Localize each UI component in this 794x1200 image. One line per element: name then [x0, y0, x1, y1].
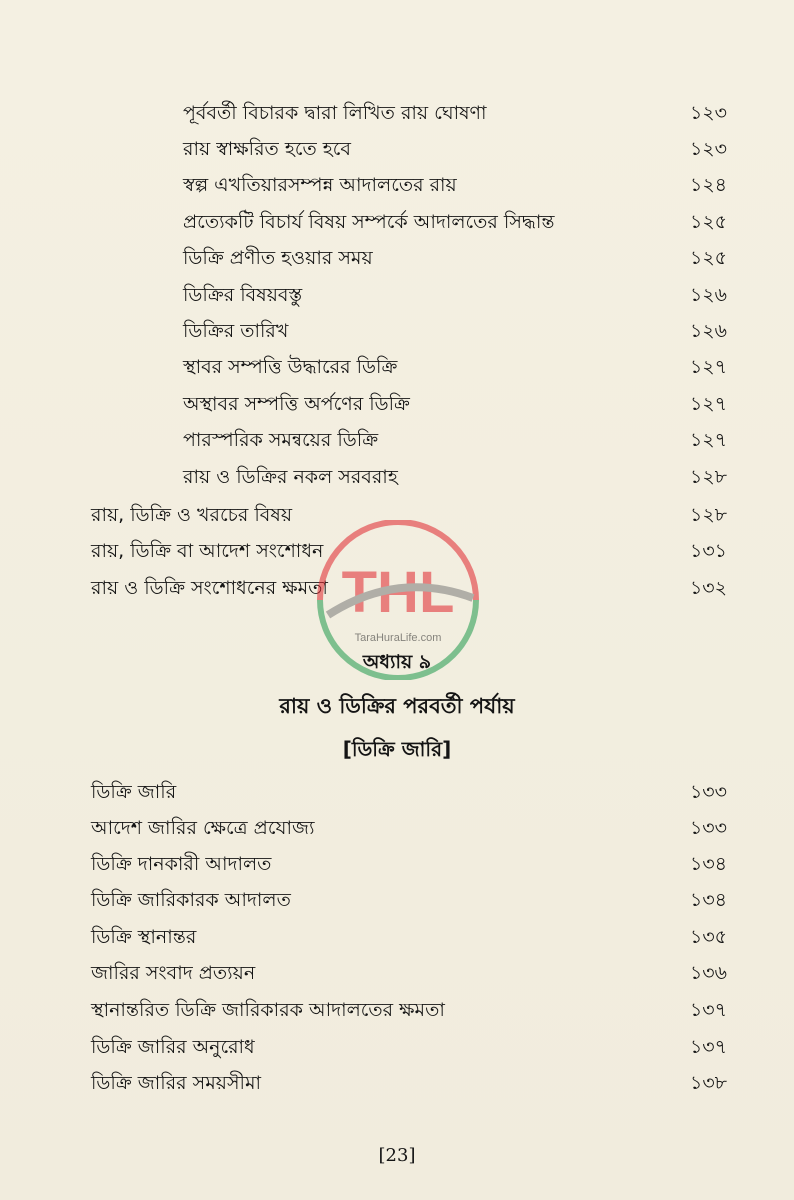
toc-entry: [183, 423, 727, 457]
toc-entry-title: ডিক্রি প্রণীত হওয়ার সময়: [183, 247, 373, 269]
toc-entry: [183, 168, 727, 202]
toc-entry-title: স্বল্প এখতিয়ারসম্পন্ন আদালতের রায়: [183, 174, 457, 196]
toc-entry: [183, 350, 727, 384]
toc-entry-page: ১২৮: [689, 504, 727, 526]
toc-entry-page: ১২৬: [689, 320, 727, 342]
toc-entry-title: ডিক্রি দানকারী আদালত: [91, 853, 272, 875]
toc-entry-page: ১৩৭: [689, 999, 727, 1021]
toc-entry-page: ১২৪: [689, 174, 727, 196]
toc-entry-page: ১৩২: [689, 577, 727, 599]
toc-entry-title: ডিক্রির বিষয়বস্তু: [183, 284, 303, 306]
toc-entry: [91, 920, 727, 954]
watermark-letters: THL: [341, 560, 455, 625]
toc-entry-title: রায় ও ডিক্রির নকল সরবরাহ: [183, 466, 398, 488]
toc-entry-title: আদেশ জারির ক্ষেত্রে প্রযোজ্য: [91, 817, 315, 839]
toc-entry: [91, 1030, 727, 1064]
toc-entry: [91, 1066, 727, 1100]
toc-entry-title: ডিক্রির তারিখ: [183, 320, 289, 342]
toc-entry-page: ১৩৪: [689, 889, 727, 911]
toc-entry-title: স্থানান্তরিত ডিক্রি জারিকারক আদালতের ক্ষমতা: [91, 999, 445, 1021]
toc-entry-title: ডিক্রি স্থানান্তর: [91, 926, 197, 948]
toc-entry: [183, 314, 727, 348]
toc-entry-page: ১২৫: [689, 247, 727, 269]
toc-entry: [91, 811, 727, 845]
toc-entry: [91, 956, 727, 990]
toc-entry-page: ১৩৩: [689, 817, 727, 839]
toc-entry-page: ১২৫: [689, 211, 727, 233]
chapter-subtitle: [ডিক্রি জারি]: [342, 737, 452, 761]
toc-entry-page: ১২৭: [689, 393, 727, 415]
toc-entry-page: ১২৭: [689, 429, 727, 451]
toc-entry-page: ১২৩: [689, 138, 727, 160]
watermark-url: TaraHuraLife.com: [354, 632, 442, 644]
toc-entry-title: প্রত্যেকটি বিচার্য বিষয় সম্পর্কে আদালতের সিদ্ধান্ত: [183, 211, 555, 233]
chapter-label: অধ্যায় ৯: [362, 651, 432, 673]
chapter-title: রায় ও ডিক্রির পরবর্তী পর্যায়: [279, 694, 515, 718]
toc-entry: [91, 993, 727, 1027]
toc-entry: [183, 241, 727, 275]
toc-entry-title: ডিক্রি জারির সময়সীমা: [91, 1072, 262, 1094]
toc-entry-title: ডিক্রি জারির অনুরোধ: [91, 1036, 255, 1058]
toc-entry-title: রায়, ডিক্রি ও খরচের বিষয়: [91, 504, 293, 526]
toc-entry-page: ১৩৩: [689, 781, 727, 803]
toc-entry-page: ১৩১: [689, 540, 727, 562]
toc-entry: [183, 132, 727, 166]
toc-entry-title: পারস্পরিক সমন্বয়ের ডিক্রি: [183, 429, 379, 451]
toc-entry: [183, 387, 727, 421]
toc-entry-title: রায়, ডিক্রি বা আদেশ সংশোধন: [91, 540, 324, 562]
toc-entry-page: ১৩৫: [689, 926, 727, 948]
toc-entry-page: ১২৬: [689, 284, 727, 306]
page-number: [23]: [378, 1145, 416, 1166]
toc-entry-title: পূর্ববর্তী বিচারক দ্বারা লিখিত রায় ঘোষণা: [183, 102, 487, 124]
toc-entry: [91, 847, 727, 881]
toc-entry-page: ১৩৮: [689, 1072, 727, 1094]
toc-entry-page: ১৩৭: [689, 1036, 727, 1058]
toc-entry: [91, 883, 727, 917]
toc-entry-page: ১৩৪: [689, 853, 727, 875]
toc-entry-page: ১৩৬: [689, 962, 727, 984]
toc-entry-page: ১২৮: [689, 466, 727, 488]
toc-entry-title: স্থাবর সম্পত্তি উদ্ধারের ডিক্রি: [183, 356, 398, 378]
toc-entry-page: ১২৭: [689, 356, 727, 378]
toc-entry-title: জারির সংবাদ প্রত্যয়ন: [91, 962, 256, 984]
toc-entry: [183, 278, 727, 312]
toc-entry-title: ডিক্রি জারিকারক আদালত: [91, 889, 291, 911]
toc-entry-title: রায় স্বাক্ষরিত হতে হবে: [183, 138, 351, 160]
toc-entry: [183, 205, 727, 239]
toc-entry: [91, 775, 727, 809]
toc-entry-page: ১২৩: [689, 102, 727, 124]
toc-entry: [183, 96, 727, 130]
toc-entry-title: রায় ও ডিক্রি সংশোধনের ক্ষমতা: [91, 577, 328, 599]
toc-entry-title: অস্থাবর সম্পত্তি অর্পণের ডিক্রি: [183, 393, 410, 415]
toc-entry: [183, 460, 727, 494]
toc-entry-title: ডিক্রি জারি: [91, 781, 177, 803]
